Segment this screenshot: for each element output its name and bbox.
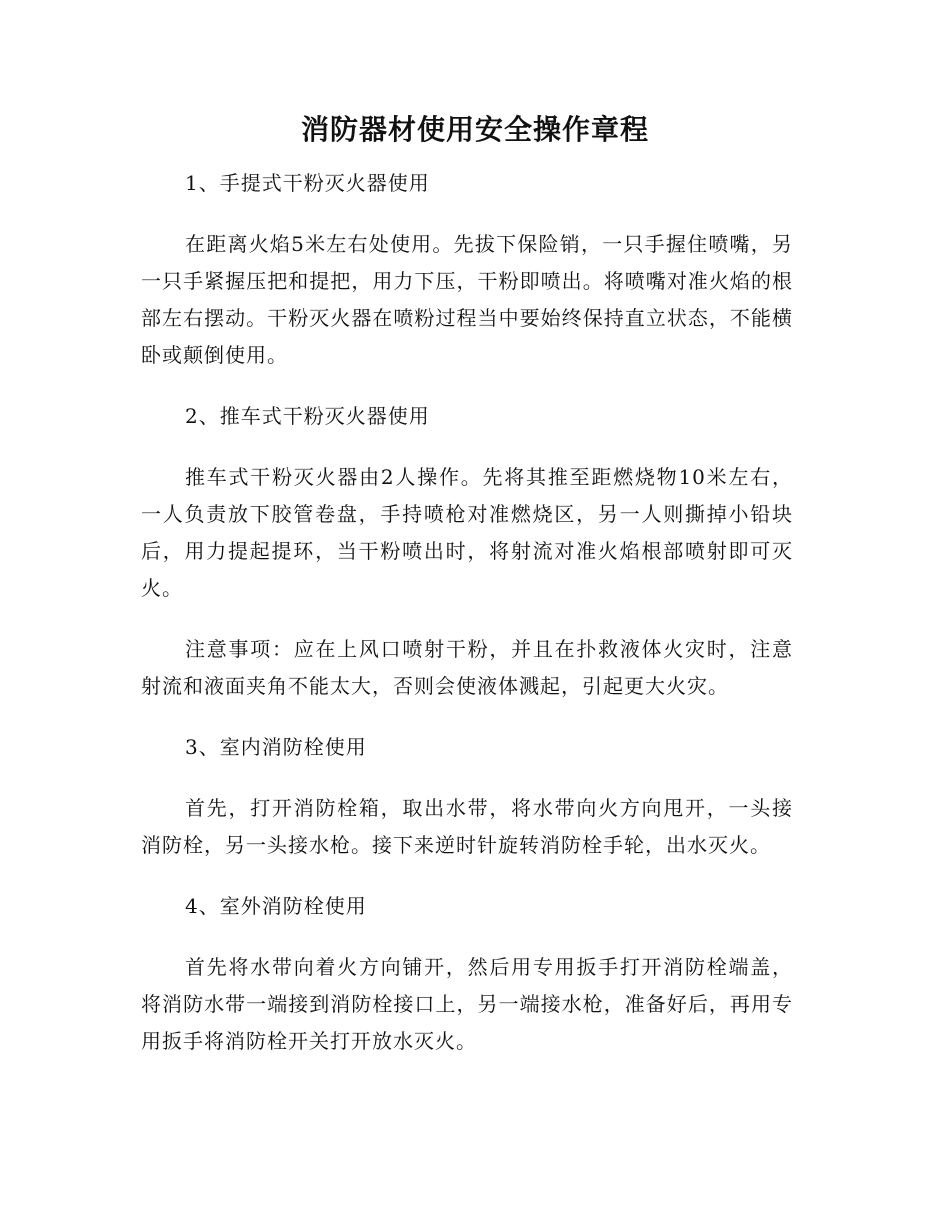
section-paragraph-4: 首先将水带向着火方向铺开，然后用专用扳手打开消防栓端盖，将消防水带一端接到消防栓接口上，另一端接水枪，准备好后，再用专用扳手将消防栓开关打开放水灭火。 [141,955,793,1053]
section-heading-3: 3、室内消防栓使用 [185,735,367,759]
section-heading-2: 2、推车式干粉灭火器使用 [185,404,430,428]
section-paragraph-1: 在距离火焰5米左右处使用。先拔下保险销，一只手握住喷嘴，另一只手紧握压把和提把，用力下压，干粉即喷出。将喷嘴对准火焰的根部左右摆动。干粉灭火器在喷粉过程当中要始终保持直立状态，不能横卧或颠倒使用。 [141,232,793,367]
section-paragraph-2: 推车式干粉灭火器由2人操作。先将其推至距燃烧物10米左右，一人负责放下胶管卷盘，手持喷枪对准燃烧区，另一人则撕掉小铅块后，用力提起提环，当干粉喷出时，将射流对准火焰根部喷射即可灭火。 [141,465,793,600]
section-heading-1: 1、手提式干粉灭火器使用 [185,171,430,195]
document-title: 消防器材使用安全操作章程 [300,113,649,146]
section-note-2: 注意事项：应在上风口喷射干粉，并且在扑救液体火灾时，注意射流和液面夹角不能太大，否则会使液体溅起，引起更大火灾。 [141,637,793,698]
document-body [141,165,793,1084]
section-heading-4: 4、室外消防栓使用 [185,894,367,918]
section-paragraph-3: 首先，打开消防栓箱，取出水带，将水带向火方向甩开，一头接消防栓，另一头接水枪。接下来逆时针旋转消防栓手轮，出水灭火。 [141,796,793,857]
